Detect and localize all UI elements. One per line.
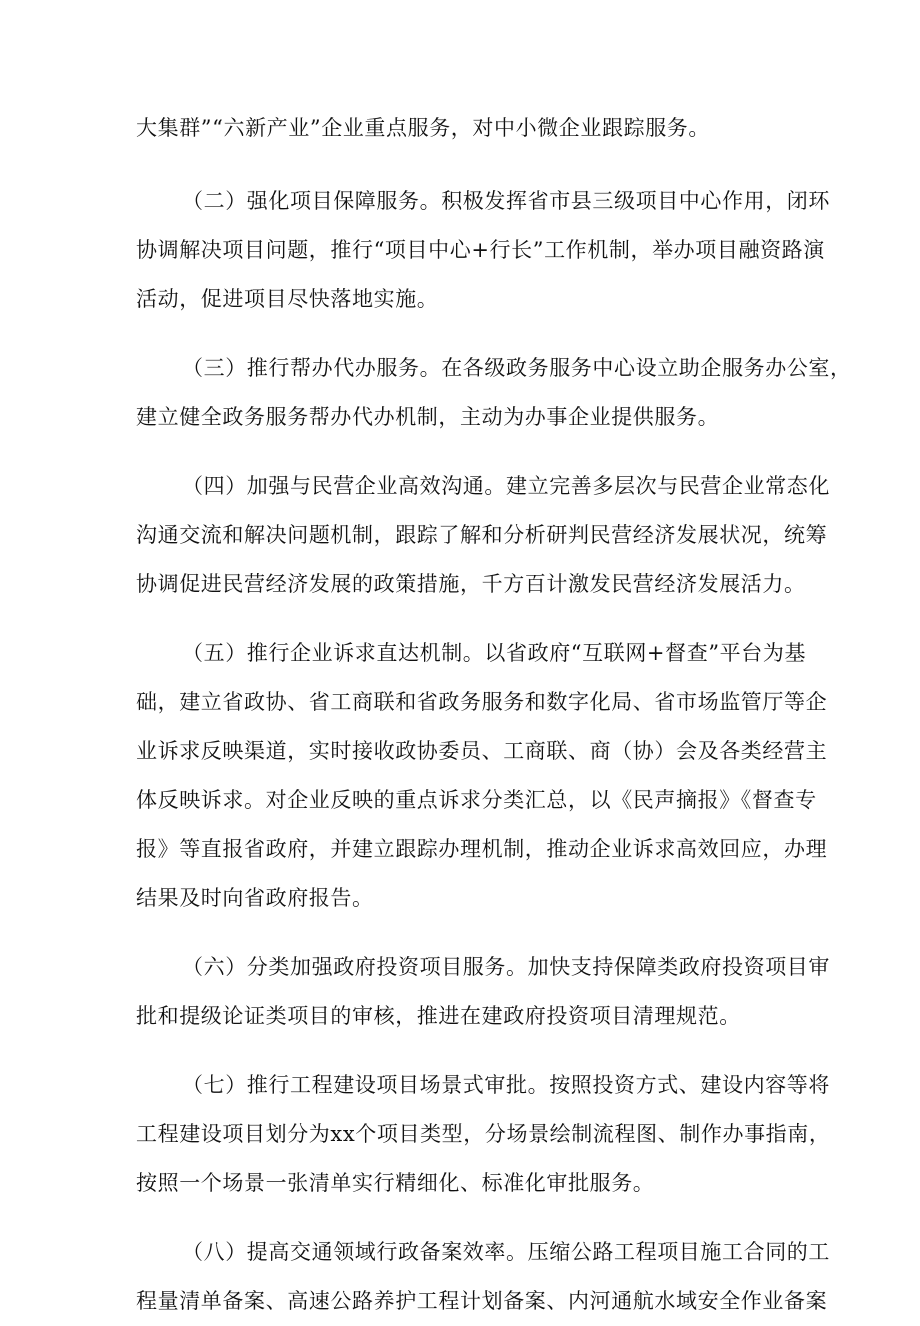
text-line: 础，建立省政协、省工商联和省政务服务和数字化局、省市场监管厅等企: [136, 690, 828, 714]
text-line: 报》等直报省政府，并建立跟踪办理机制，推动企业诉求高效回应，办理: [136, 837, 828, 861]
paragraph-intro-continuation: [136, 104, 788, 153]
text-line: （五）推行企业诉求直达机制。以省政府“互联网+督查”平台为基: [182, 641, 807, 665]
text-line: 批和提级论证类项目的审核，推进在建政府投资项目清理规范。: [136, 1004, 741, 1028]
paragraph-5: [136, 629, 828, 923]
text-line: （六）分类加强政府投资项目服务。加快支持保障类政府投资项目审: [182, 955, 830, 979]
text-line: 业诉求反映渠道，实时接收政协委员、工商联、商（协）会及各类经营主: [136, 739, 828, 763]
text-line: 工程建设项目划分为xx个项目类型，分场景绘制流程图、制作办事指南，: [136, 1122, 831, 1146]
paragraph-7: [136, 1061, 831, 1208]
paragraph-2: [136, 177, 830, 324]
text-line: 沟通交流和解决问题机制，跟踪了解和分析研判民营经济发展状况，统筹: [136, 523, 828, 547]
text-line: （四）加强与民营企业高效沟通。建立完善多层次与民营企业常态化: [182, 474, 830, 498]
text-line: 建立健全政务服务帮办代办机制，主动为办事企业提供服务。: [136, 405, 720, 429]
text-line: 程量清单备案、高速公路养护工程计划备案、内河通航水域安全作业备案: [136, 1289, 828, 1313]
text-line: （二）强化项目保障服务。积极发挥省市县三级项目中心作用，闭环: [182, 189, 830, 213]
text-line: 活动，促进项目尽快落地实施。: [136, 287, 439, 311]
paragraph-4: [136, 462, 830, 609]
text-line: 协调解决项目问题，推行“项目中心+行长”工作机制，举办项目融资路演: [136, 238, 825, 262]
text-line: 大集群”“六新产业”企业重点服务，对中小微企业跟踪服务。: [136, 116, 711, 140]
text-line: （八）提高交通领域行政备案效率。压缩公路工程项目施工合同的工: [182, 1240, 830, 1264]
text-line: 体反映诉求。对企业反映的重点诉求分类汇总，以《民声摘报》《督查专: [136, 788, 817, 812]
text-line: （三）推行帮办代办服务。在各级政务服务中心设立助企服务办公室，: [182, 356, 852, 380]
document-body: [136, 104, 852, 1326]
text-line: 结果及时向省政府报告。: [136, 886, 374, 910]
paragraph-8: [136, 1228, 830, 1326]
text-line: 按照一个场景一张清单实行精细化、标准化审批服务。: [136, 1171, 655, 1195]
text-line: 协调促进民营经济发展的政策措施，千方百计激发民营经济发展活力。: [136, 572, 806, 596]
text-line: （七）推行工程建设项目场景式审批。按照投资方式、建设内容等将: [182, 1073, 830, 1097]
paragraph-6: [136, 943, 830, 1041]
paragraph-3: [136, 344, 852, 442]
